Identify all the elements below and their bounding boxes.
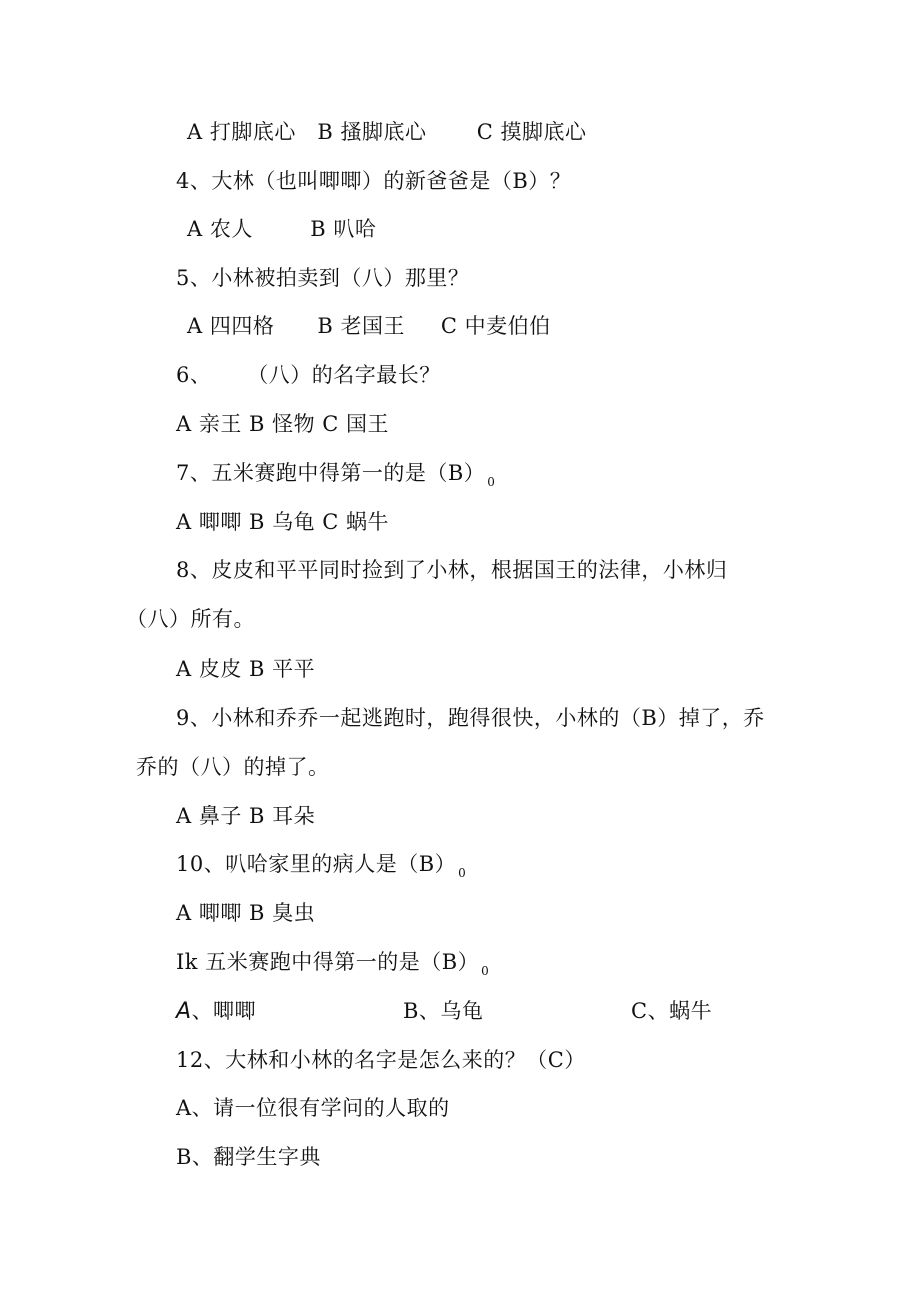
question-4: 4、大林（也叫唧唧）的新爸爸是（B）？ bbox=[176, 169, 572, 193]
question-7-text: 7、五米赛跑中得第一的是（B） bbox=[176, 461, 486, 485]
question-7-subscript: 0 bbox=[487, 475, 496, 489]
question-6: 6、 （八）的名字最长？ bbox=[176, 363, 441, 387]
question-10-subscript: 0 bbox=[458, 866, 467, 880]
q6-options: A 亲王 B 怪物 C 国王 bbox=[176, 412, 390, 436]
question-11 bbox=[176, 948, 489, 985]
question-9-line-2: 乔的（八）的掉了。 bbox=[136, 755, 330, 779]
question-8-line-2: （八）所有。 bbox=[126, 607, 255, 631]
question-8-line-1: 8、皮皮和平平同时捡到了小林，根据国王的法律，小林归 bbox=[176, 558, 728, 582]
q3-options: A 打脚底心 B 搔脚底心 C 摸脚底心 bbox=[187, 120, 587, 144]
q9-options: A 鼻子 B 耳朵 bbox=[176, 804, 316, 828]
question-10 bbox=[176, 850, 466, 887]
q7-options: A 唧唧 B 乌龟 C 蜗牛 bbox=[176, 510, 390, 534]
question-11-subscript: 0 bbox=[481, 964, 490, 978]
question-12: 12、大林和小林的名字是怎么来的？（C） bbox=[176, 1048, 586, 1072]
q11-option-a bbox=[176, 997, 256, 1026]
q11-option-c: C、蜗牛 bbox=[631, 999, 713, 1023]
q8-options: A 皮皮 B 平平 bbox=[176, 657, 316, 681]
q11-option-b: B、乌龟 bbox=[403, 999, 484, 1023]
q4-options: A 农人 B 叭哈 bbox=[187, 217, 377, 241]
question-9-line-1: 9、小林和乔乔一起逃跑时，跑得很快，小林的（B）掉了，乔 bbox=[176, 706, 765, 730]
q11-option-a-letter: A bbox=[176, 999, 192, 1024]
q12-option-a: A、请一位很有学问的人取的 bbox=[176, 1096, 450, 1120]
q5-options: A 四四格 B 老国王 C 中麦伯伯 bbox=[187, 314, 551, 338]
question-11-text: Ik 五米赛跑中得第一的是（B） bbox=[176, 950, 480, 974]
q10-options: A 唧唧 B 臭虫 bbox=[176, 901, 316, 925]
q11-option-a-text: 、唧唧 bbox=[191, 999, 257, 1023]
q12-option-b: B、翻学生字典 bbox=[176, 1145, 321, 1169]
question-5: 5、小林被拍卖到（八）那里？ bbox=[176, 266, 470, 290]
question-10-text: 10、叭哈家里的病人是（B） bbox=[176, 852, 457, 876]
question-7 bbox=[176, 459, 495, 496]
